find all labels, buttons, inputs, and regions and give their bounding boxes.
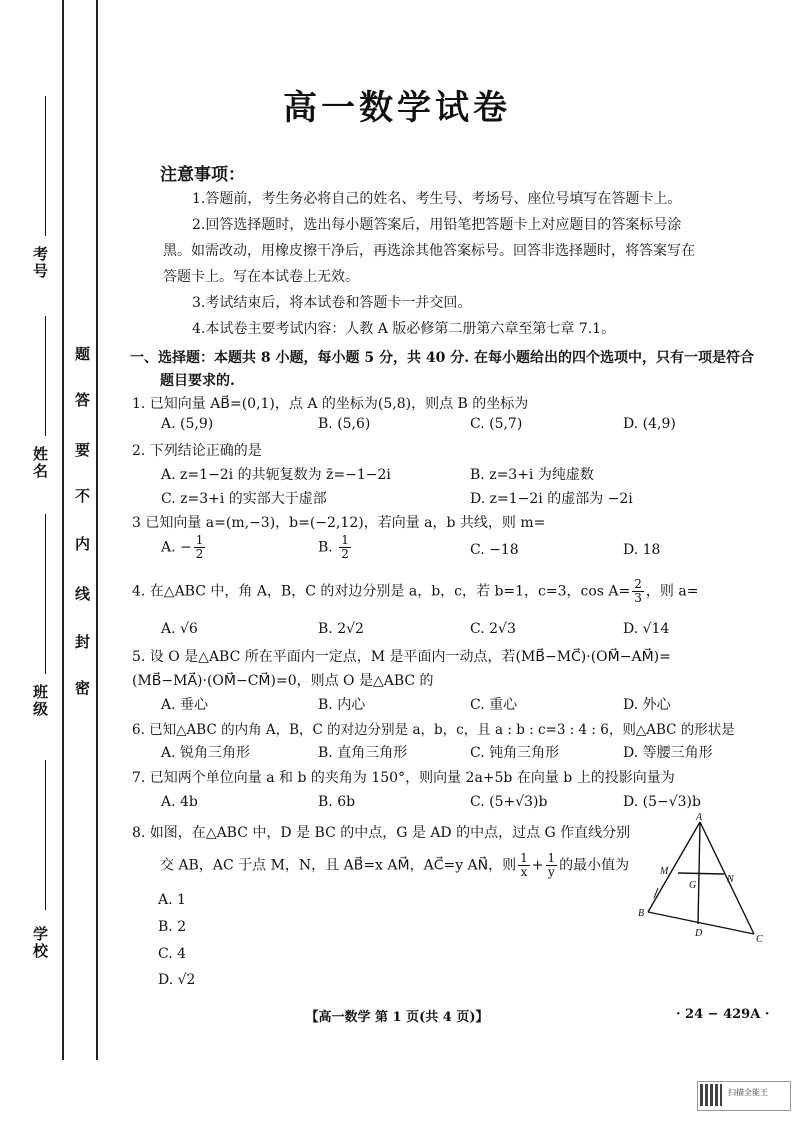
label-point-a: A xyxy=(696,812,703,823)
notice-line: 4.本试卷主要考试内容：人教 A 版必修第二册第六章至第七章 7.1。 xyxy=(192,321,616,337)
notice-line: 黑。如需改动，用橡皮擦干净后，再选涂其他答案标号。回答非选择题时，将答案写在 xyxy=(163,243,695,259)
q4-option-d: D. √14 xyxy=(623,621,670,637)
q8-option-d: D. √2 xyxy=(158,972,196,988)
q5-option-b: B. 内心 xyxy=(318,697,366,713)
label-point-b: B xyxy=(638,908,645,919)
seal-char: 要 xyxy=(73,442,91,457)
q7-option-d: D. (5−√3)b xyxy=(623,794,701,810)
notice-line: 1.答题前，考生务必将自己的姓名、考生号、考场号、座位号填写在答题卡上。 xyxy=(192,191,682,207)
q3-option-b xyxy=(318,534,353,561)
q7-option-b: B. 6b xyxy=(318,794,356,810)
seal-char: 密 xyxy=(73,680,91,695)
stamp-text: 扫描全能王 xyxy=(728,1088,768,1097)
q1-option-a: A. (5,9) xyxy=(161,416,214,432)
question-2-stem: 2. 下列结论正确的是 xyxy=(132,443,262,459)
q1-option-d: D. (4,9) xyxy=(623,416,676,432)
q1-option-b: B. (5,6) xyxy=(318,416,371,432)
q2-option-c: C. z=3+i 的实部大于虚部 xyxy=(161,491,327,507)
label-name: 姓名 xyxy=(31,446,49,480)
notice-line: 答题卡上。写在本试卷上无效。 xyxy=(163,269,359,285)
fraction-numerator: 2 xyxy=(634,577,642,591)
q7-option-c: C. (5+√3)b xyxy=(470,794,548,810)
q5-option-d: D. 外心 xyxy=(623,697,671,713)
question-5-line1: 5. 设 O 是△ABC 所在平面内一定点，M 是平面内一动点，若(MB⃗−MC⃗)·(OM⃗−AM⃗)= xyxy=(132,649,671,665)
q2-option-b: B. z=3+i 为纯虚数 xyxy=(470,467,594,483)
label-point-g: G xyxy=(689,880,697,891)
question-6-stem: 6. 已知△ABC 的内角 A，B，C 的对边分别是 a，b，c，且 a : b : c=3 : 4 : 6，则△ABC 的形状是 xyxy=(132,722,735,738)
q4-option-c: C. 2√3 xyxy=(470,621,516,637)
q8-option-b: B. 2 xyxy=(158,919,187,935)
q8-option-a: A. 1 xyxy=(158,892,186,908)
page-footer: 【高一数学 第 1 页(共 4 页)】 xyxy=(305,1010,489,1025)
q3-option-a-label: A. − xyxy=(161,539,192,556)
q4-stem-part2: ，则 a= xyxy=(645,583,699,600)
q3-option-a-fraction xyxy=(194,534,206,561)
seal-char: 线 xyxy=(73,586,91,601)
fraction-denominator: 2 xyxy=(341,547,349,561)
q3-option-b-label: B. xyxy=(318,539,338,556)
paper-code: · 24 − 429A · xyxy=(676,1007,770,1022)
seal-char: 题 xyxy=(73,346,91,361)
question-8-line1: 8. 如图，在△ABC 中，D 是 BC 的中点，G 是 AD 的中点，过点 G 作直线分别 xyxy=(132,825,631,841)
q8-plus: + xyxy=(531,857,544,874)
q4-stem-fraction xyxy=(632,578,644,605)
q2-option-a: A. z=1−2i 的共轭复数为 z̄=−1−2i xyxy=(161,467,391,483)
q8-fraction-1 xyxy=(518,852,530,879)
q2-option-d: D. z=1−2i 的虚部为 −2i xyxy=(470,491,633,507)
fraction-denominator: x xyxy=(520,865,528,879)
notice-heading: 注意事项： xyxy=(160,165,245,185)
q8-line2-part1: 交 AB，AC 于点 M，N，且 AB⃗=x AM⃗，AC⃗=y AN⃗，则 xyxy=(160,857,517,874)
seal-char: 答 xyxy=(73,392,91,407)
page-title: 高一数学试卷 xyxy=(283,88,511,128)
question-5-line2: (MB⃗−MA⃗)·(OM⃗−CM⃗)=0，则点 O 是△ABC 的 xyxy=(132,673,434,689)
q5-option-a: A. 垂心 xyxy=(161,697,209,713)
blank-school xyxy=(45,760,46,910)
q6-option-d: D. 等腰三角形 xyxy=(623,745,713,761)
q8-fraction-2 xyxy=(546,852,558,879)
label-exam-number: 考号 xyxy=(31,246,49,280)
q3-option-c: C. −18 xyxy=(470,542,519,558)
question-1-stem: 1. 已知向量 AB⃗=(0,1)，点 A 的坐标为(5,8)，则点 B 的坐标为 xyxy=(132,396,529,412)
notice-line: 3.考试结束后，将本试卷和答题卡一并交回。 xyxy=(192,295,472,311)
blank-class xyxy=(45,514,46,674)
fraction-denominator: 2 xyxy=(195,547,204,561)
scanner-stamp xyxy=(697,1081,791,1111)
q5-option-c: C. 重心 xyxy=(470,697,518,713)
q6-option-b: B. 直角三角形 xyxy=(318,745,408,761)
fraction-denominator: 3 xyxy=(634,591,642,605)
question-7-stem: 7. 已知两个单位向量 a 和 b 的夹角为 150°，则向量 2a+5b 在向量 b 上的投影向量为 xyxy=(132,770,675,786)
seal-char: 内 xyxy=(73,536,91,551)
seal-char: 封 xyxy=(73,634,91,649)
q8-line2-part2: 的最小值为 xyxy=(559,857,630,874)
q3-option-b-fraction xyxy=(339,534,351,561)
triangle-figure xyxy=(632,812,772,952)
label-school: 学校 xyxy=(31,926,49,960)
label-point-c: C xyxy=(756,934,763,945)
fraction-numerator: 1 xyxy=(520,851,528,865)
label-point-n: N xyxy=(727,874,734,885)
fraction-numerator: 1 xyxy=(547,851,556,865)
q8-option-c: C. 4 xyxy=(158,946,187,962)
seal-char: 不 xyxy=(73,488,91,503)
label-point-d: D xyxy=(695,928,703,939)
q3-option-d: D. 18 xyxy=(623,542,661,558)
section-heading-cont: 题目要求的. xyxy=(160,373,235,389)
blank-name xyxy=(45,316,46,436)
question-4-stem xyxy=(132,578,698,605)
fraction-numerator: 1 xyxy=(341,533,349,547)
q3-option-a xyxy=(161,534,207,561)
binding-line-outer xyxy=(62,0,64,1060)
notice-line: 2.回答选择题时，选出每小题答案后，用铅笔把答题卡上对应题目的答案标号涂 xyxy=(192,217,682,233)
q4-stem-part1: 4. 在△ABC 中，角 A，B，C 的对边分别是 a，b，c，若 b=1，c=3，cos A= xyxy=(132,583,631,600)
question-3-stem: 3 已知向量 a=(m,−3)，b=(−2,12)，若向量 a，b 共线，则 m= xyxy=(132,515,546,531)
qr-code-icon xyxy=(700,1084,722,1106)
q6-option-a: A. 锐角三角形 xyxy=(161,745,251,761)
binding-line-inner xyxy=(96,0,98,1060)
q1-option-c: C. (5,7) xyxy=(470,416,523,432)
section-heading: 一、选择题：本题共 8 小题，每小题 5 分，共 40 分. 在每小题给出的四个选项中，只有一项是符合 xyxy=(130,350,754,366)
q4-option-b: B. 2√2 xyxy=(318,621,364,637)
fraction-denominator: y xyxy=(547,865,555,879)
fraction-numerator: 1 xyxy=(195,533,204,547)
q7-option-a: A. 4b xyxy=(161,794,198,810)
question-8-line2 xyxy=(160,852,629,879)
label-class: 班级 xyxy=(31,684,49,718)
label-point-m: M xyxy=(660,866,669,877)
q4-option-a: A. √6 xyxy=(161,621,198,637)
q6-option-c: C. 钝角三角形 xyxy=(470,745,560,761)
